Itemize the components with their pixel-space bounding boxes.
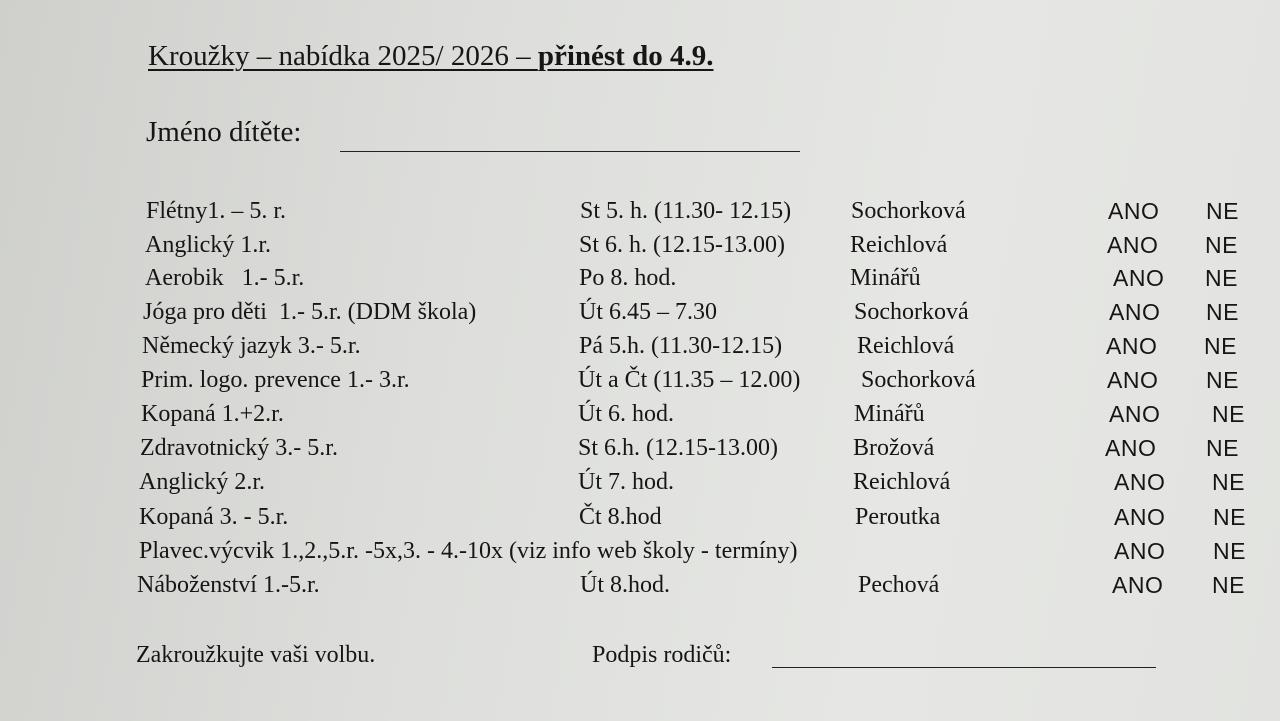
option-no[interactable]: NE bbox=[1212, 401, 1245, 427]
option-no[interactable]: NE bbox=[1204, 333, 1237, 359]
course-name: Kopaná 3. - 5.r. bbox=[139, 504, 289, 530]
course-teacher: Sochorková bbox=[861, 367, 976, 393]
option-no[interactable]: NE bbox=[1212, 572, 1245, 598]
course-time: Út 8.hod. bbox=[580, 572, 670, 598]
option-yes[interactable]: ANO bbox=[1112, 572, 1164, 598]
option-yes[interactable]: ANO bbox=[1114, 538, 1166, 564]
course-teacher: Pechová bbox=[858, 572, 940, 598]
course-name: Kopaná 1.+2.r. bbox=[141, 401, 284, 427]
option-yes[interactable]: ANO bbox=[1114, 504, 1166, 530]
course-name: Jóga pro děti 1.- 5.r. (DDM škola) bbox=[143, 299, 477, 325]
option-yes[interactable]: ANO bbox=[1113, 265, 1165, 291]
course-teacher: Reichlová bbox=[853, 469, 951, 495]
course-name: Anglický 2.r. bbox=[139, 469, 265, 495]
circle-choice-instruction: Zakroužkujte vaši volbu. bbox=[136, 642, 376, 668]
course-name: Prim. logo. prevence 1.- 3.r. bbox=[141, 367, 410, 393]
option-no[interactable]: NE bbox=[1205, 232, 1238, 258]
course-teacher: Brožová bbox=[853, 435, 935, 461]
option-no[interactable]: NE bbox=[1205, 265, 1238, 291]
course-time: Út 6. hod. bbox=[578, 401, 674, 427]
option-no[interactable]: NE bbox=[1206, 299, 1239, 325]
option-yes[interactable]: ANO bbox=[1106, 333, 1158, 359]
option-no[interactable]: NE bbox=[1213, 504, 1246, 530]
option-yes[interactable]: ANO bbox=[1107, 232, 1159, 258]
course-name: Flétny1. – 5. r. bbox=[146, 198, 287, 224]
option-yes[interactable]: ANO bbox=[1105, 435, 1157, 461]
course-name: Plavec.výcvik 1.,2.,5.r. -5x,3. - 4.-10x (viz info web školy - termíny) bbox=[139, 538, 798, 564]
option-no[interactable]: NE bbox=[1212, 469, 1245, 495]
child-name-label: Jméno dítěte: bbox=[146, 116, 302, 148]
course-time: Út 7. hod. bbox=[578, 469, 674, 495]
course-time: Pá 5.h. (11.30-12.15) bbox=[579, 333, 783, 359]
course-teacher: Sochorková bbox=[851, 198, 966, 224]
course-time: St 6.h. (12.15-13.00) bbox=[578, 435, 778, 461]
child-name-line[interactable] bbox=[340, 151, 800, 152]
form-title-main: Kroužky – nabídka 2025/ 2026 – bbox=[148, 40, 538, 72]
course-time: Čt 8.hod bbox=[579, 504, 662, 530]
course-name: Anglický 1.r. bbox=[145, 232, 271, 258]
course-name: Aerobik 1.- 5.r. bbox=[145, 265, 305, 291]
option-no[interactable]: NE bbox=[1206, 367, 1239, 393]
option-yes[interactable]: ANO bbox=[1109, 299, 1161, 325]
option-yes[interactable]: ANO bbox=[1114, 469, 1166, 495]
course-teacher: Minářů bbox=[854, 401, 925, 427]
option-no[interactable]: NE bbox=[1213, 538, 1246, 564]
option-yes[interactable]: ANO bbox=[1109, 401, 1161, 427]
course-time: Út a Čt (11.35 – 12.00) bbox=[578, 367, 801, 393]
course-time: Út 6.45 – 7.30 bbox=[579, 299, 717, 325]
option-yes[interactable]: ANO bbox=[1108, 198, 1160, 224]
course-teacher: Reichlová bbox=[857, 333, 955, 359]
course-name: Německý jazyk 3.- 5.r. bbox=[142, 333, 361, 359]
course-teacher: Sochorková bbox=[854, 299, 969, 325]
course-name: Náboženství 1.-5.r. bbox=[137, 572, 320, 598]
option-yes[interactable]: ANO bbox=[1107, 367, 1159, 393]
course-time: St 6. h. (12.15-13.00) bbox=[579, 232, 785, 258]
option-no[interactable]: NE bbox=[1206, 198, 1239, 224]
course-teacher: Minářů bbox=[850, 265, 921, 291]
course-teacher: Reichlová bbox=[850, 232, 948, 258]
form-title-deadline: přinést do 4.9. bbox=[537, 40, 714, 72]
course-name: Zdravotnický 3.- 5.r. bbox=[140, 435, 338, 461]
course-time: Po 8. hod. bbox=[579, 265, 677, 291]
form-title bbox=[148, 38, 713, 74]
parent-signature-label: Podpis rodičů: bbox=[592, 642, 732, 668]
course-teacher: Peroutka bbox=[855, 504, 941, 530]
option-no[interactable]: NE bbox=[1206, 435, 1239, 461]
course-time: St 5. h. (11.30- 12.15) bbox=[580, 198, 792, 224]
parent-signature-line[interactable] bbox=[772, 667, 1156, 668]
